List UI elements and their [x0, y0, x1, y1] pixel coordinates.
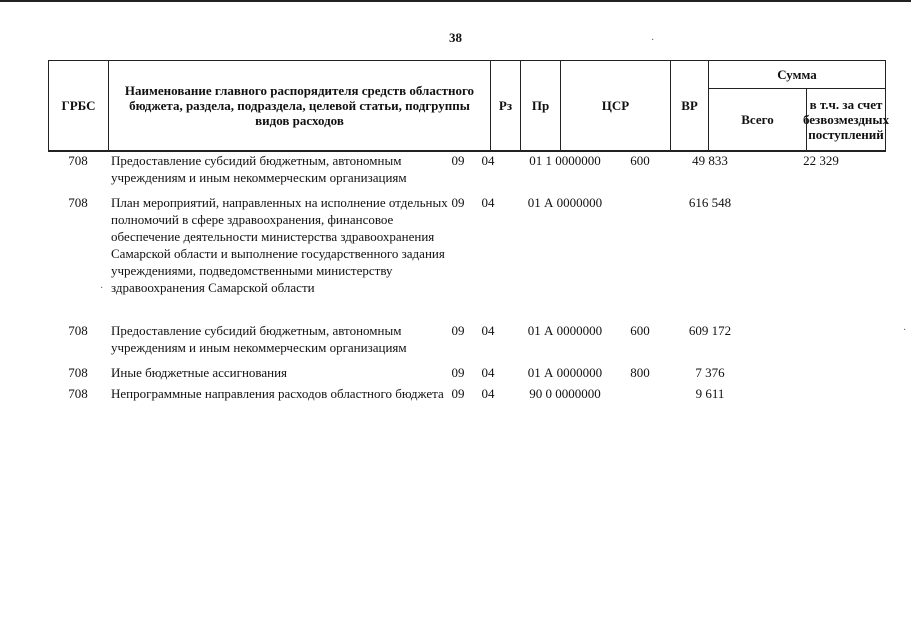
- cell-grbs: 708: [68, 195, 88, 210]
- cell-total: 49 833: [692, 153, 728, 168]
- cell-name: Предоставление субсидий бюджетным, автономным учреждениям и иным некоммерческим организациям: [111, 323, 407, 355]
- scan-speck: ·: [100, 283, 104, 294]
- cell-name: Непрограммные направления расходов областного бюджета: [111, 386, 444, 401]
- header-rz: Рз: [491, 61, 521, 150]
- cell-rz: 09: [451, 195, 465, 210]
- table-row: [48, 322, 886, 356]
- cell-rz: 09: [451, 323, 465, 338]
- table-row: [48, 152, 886, 186]
- table-body: [48, 152, 886, 402]
- cell-grbs: 708: [68, 386, 88, 401]
- header-free: в т.ч. за счет безвозмездных поступлений: [802, 96, 890, 142]
- cell-total: 616 548: [688, 195, 732, 210]
- cell-total: 609 172: [688, 323, 732, 338]
- header-name: Наименование главного распорядителя средств областного бюджета, раздела, подраздела, целевой статьи, подгруппы видов расходов: [109, 61, 491, 150]
- cell-pr: 04: [481, 195, 495, 210]
- cell-free: 22 329: [803, 153, 839, 168]
- header-csr: ЦСР: [561, 61, 671, 150]
- scan-speck: ·: [651, 35, 655, 46]
- header-vr: ВР: [671, 61, 709, 150]
- cell-rz: 09: [451, 386, 465, 401]
- cell-csr: 01 А 0000000: [527, 323, 603, 338]
- cell-pr: 04: [481, 365, 495, 380]
- cell-grbs: 708: [68, 323, 88, 338]
- cell-pr: 04: [481, 323, 495, 338]
- cell-name: План мероприятий, направленных на исполнение отдельных полномочий в сфере здравоохранения, финансовое обеспечение деятельности министерства здравоохранения Самарской области и выполнение государственного задания учреждениями, подведомственными министерству здравоохранения Самарской области: [111, 195, 448, 295]
- page-number: 38: [449, 30, 462, 45]
- table-row: [48, 364, 886, 381]
- cell-vr: 600: [630, 153, 650, 168]
- cell-vr: 600: [630, 323, 650, 338]
- cell-grbs: 708: [68, 365, 88, 380]
- cell-name: Иные бюджетные ассигнования: [111, 365, 288, 380]
- header-total: Всего: [709, 88, 807, 150]
- cell-rz: 09: [451, 365, 465, 380]
- table-header: [48, 60, 890, 152]
- cell-csr: 90 0 0000000: [529, 386, 601, 401]
- cell-rz: 09: [451, 153, 465, 168]
- cell-vr: 800: [630, 365, 650, 380]
- cell-pr: 04: [481, 386, 495, 401]
- cell-csr: 01 А 0000000: [527, 365, 603, 380]
- cell-grbs: 708: [68, 153, 88, 168]
- cell-csr: 01 А 0000000: [527, 195, 603, 210]
- top-rule: [0, 0, 911, 2]
- table-row: [48, 385, 886, 402]
- scan-speck: ·: [903, 325, 907, 336]
- cell-pr: 04: [481, 153, 495, 168]
- header-sum: Сумма: [709, 61, 885, 89]
- cell-csr: 01 1 0000000: [529, 153, 601, 168]
- header-sum-group: [709, 61, 890, 150]
- cell-total: 9 611: [695, 386, 725, 401]
- header-pr: Пр: [521, 61, 561, 150]
- cell-name: Предоставление субсидий бюджетным, автономным учреждениям и иным некоммерческим организациям: [111, 153, 407, 185]
- header-grbs: ГРБС: [49, 61, 109, 150]
- table-row: [48, 194, 886, 296]
- cell-total: 7 376: [695, 365, 725, 380]
